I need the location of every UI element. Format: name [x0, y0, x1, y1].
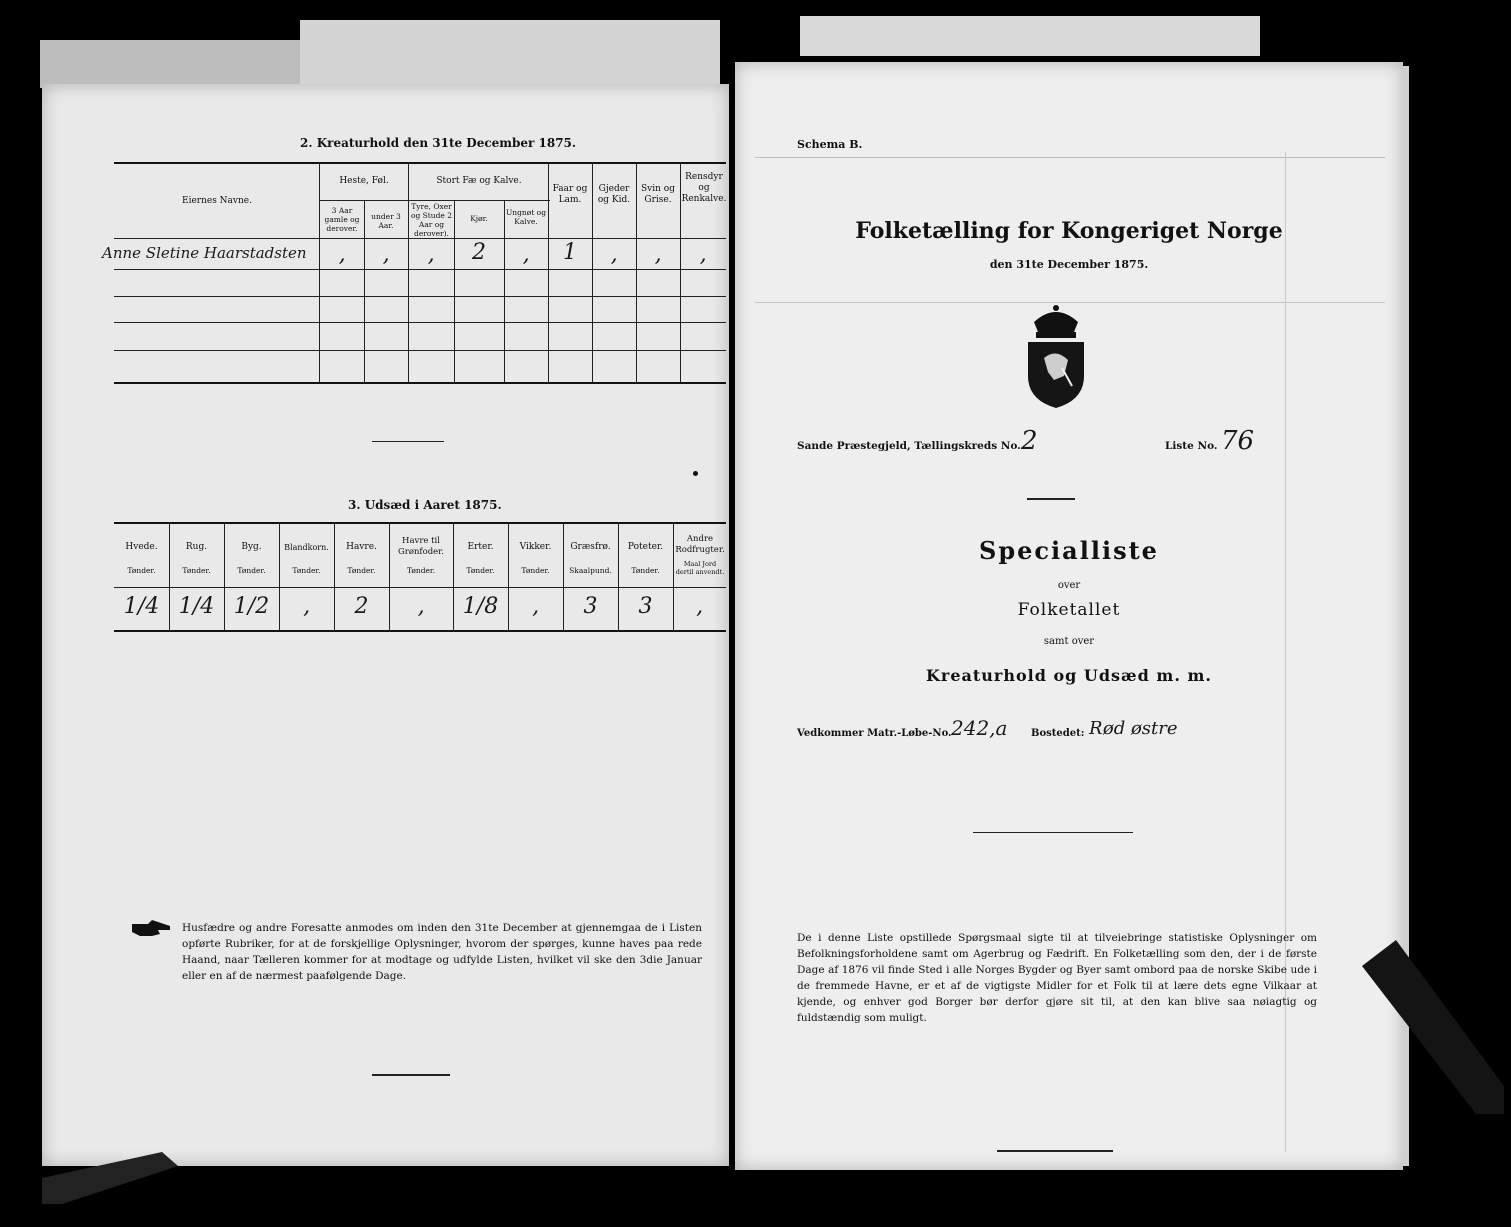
pigs-column-header: Svin og Grise. [641, 184, 675, 205]
owner-name-entry: Anne Sletine Haarstadsten [102, 244, 307, 262]
owner-column-header: Eiernes Navne. [182, 196, 252, 206]
table-rule [114, 162, 726, 164]
document-date: den 31te December 1875. [989, 258, 1149, 271]
seed-value: ‚ [303, 594, 310, 619]
seed-section-title: 3. Udsæd i Aaret 1875. [348, 498, 502, 512]
bosted-label: Bostedet: [1031, 728, 1085, 739]
householder-note: Husfædre og andre Foresatte anmodes om inden den 31te December at gjennemgaa de i Listen opførte Rubriker, for at de forskjellige Oplysninger, hvorom der spørges, kunne haves paa rede Haand, naar Tælleren kommer for at modtage og udfylde Listen, hvilket vil ske den 3die Januar eller en af de nærmest paafølgende Dage. [182, 922, 702, 982]
clip-shadow [42, 1148, 182, 1208]
seed-header-gronfoder: Havre til Grønfoder. [397, 536, 444, 557]
samt-over-text: samt over [1043, 636, 1095, 647]
seed-value: ‚ [532, 594, 539, 619]
seed-unit: Tønder. [347, 566, 376, 575]
background-paper-scrap [300, 20, 720, 90]
seed-header-graesfro: Græsfrø. [570, 542, 611, 552]
table-rule [114, 587, 726, 588]
seed-header-havre: Havre. [346, 542, 377, 552]
goats-column-header: Gjeder og Kid. [597, 184, 631, 205]
seed-value: 1/2 [233, 594, 270, 619]
livestock-value: ‚ [699, 242, 707, 267]
livestock-section-title: 2. Kreaturhold den 31te December 1875. [300, 136, 577, 150]
seed-value: 3 [638, 594, 653, 619]
district-number: 2 [1021, 426, 1038, 456]
table-column-rule [504, 200, 505, 382]
seed-header-rug: Rug. [185, 542, 208, 552]
livestock-value: 1 [563, 240, 577, 265]
seed-value: 1/8 [462, 594, 499, 619]
seed-unit: Tønder. [631, 566, 660, 575]
seed-unit: Tønder. [127, 566, 156, 575]
table-rule [114, 382, 726, 384]
document-title: Folketælling for Kongeriget Norge [855, 218, 1283, 244]
seed-value: 2 [354, 594, 369, 619]
schema-label: Schema B. [797, 138, 863, 151]
pointing-hand-icon [130, 918, 172, 940]
horses-sub-header: 3 Aar gamle og derover. [324, 206, 360, 233]
livestock-value: ‚ [654, 242, 662, 267]
livestock-value: ‚ [522, 242, 530, 267]
table-rule [114, 238, 726, 239]
livestock-value: ‚ [427, 242, 435, 267]
seed-header-hvede: Hvede. [125, 542, 158, 552]
seed-header-poteter: Poteter. [627, 542, 664, 552]
seed-value: ‚ [417, 594, 425, 619]
seed-header-erter: Erter. [467, 542, 494, 552]
livestock-value: ‚ [338, 242, 346, 267]
coat-of-arms-icon [1020, 302, 1092, 410]
table-column-rule [408, 162, 409, 382]
seed-value: 1/4 [178, 594, 215, 619]
separator-rule [973, 832, 1133, 833]
separator-rule [997, 1150, 1113, 1152]
horses-sub-header: under 3 Aar. [371, 212, 401, 230]
separator-rule [1027, 498, 1075, 500]
kreaturhold-text: Kreaturhold og Udsæd m. m. [926, 666, 1212, 685]
list-label: Liste No. [1165, 440, 1218, 452]
seed-value: 3 [583, 594, 598, 619]
table-rule [320, 200, 550, 201]
matr-number: 242,a [951, 716, 1008, 740]
seed-unit: Tønder. [182, 566, 211, 575]
livestock-value: 2 [472, 240, 486, 265]
separator-rule [372, 1074, 450, 1076]
seed-unit: Tønder. [406, 566, 436, 575]
matr-label: Vedkommer Matr.-Løbe-No. [797, 728, 952, 739]
left-page [42, 84, 729, 1166]
right-page [735, 62, 1403, 1170]
seed-unit: Tønder. [292, 566, 321, 575]
cattle-sub-header: Ungnøt og Kalve. [505, 208, 546, 226]
horses-column-header: Heste, Føl. [339, 176, 389, 186]
seed-header-rodfrugter: Andre Rodfrugter. [675, 534, 725, 555]
seed-header-blandkorn: Blandkorn. [284, 543, 329, 552]
seed-value: 1/4 [123, 594, 160, 619]
separator-rule [372, 441, 444, 442]
livestock-value: ‚ [382, 242, 390, 267]
purpose-note: De i denne Liste opstillede Spørgsmaal sigte til at tilveiebringe statistiske Oplysninger om Befolkningsforholdene samt om Agerbrug og Fædrift. En Folketælling som den, der i de første Dage af 1876 vil finde Sted i alle Norges Bygder og Byer samt ombord paa de norske Skibe ude i de fremmede Havne, er et af de vigtigste Midler for et Folk til at lære dets egne Vilkaar at kjende, og enhver god Borger bør derfor gjøre sit til, at den kan blive saa nøiagtig og fuldstændig som muligt. [797, 932, 1317, 1024]
folketallet-text: Folketallet [1017, 600, 1121, 620]
table-rule [114, 350, 726, 351]
specialliste-heading: Specialliste [979, 536, 1159, 565]
seed-unit: Skaalpund. [569, 566, 612, 575]
seed-unit: Tønder. [521, 566, 550, 575]
seed-header-vikker: Vikker. [519, 542, 552, 552]
bosted-value: Rød østre [1089, 718, 1178, 739]
seed-unit: Tønder. [237, 566, 266, 575]
seed-value: ‚ [696, 594, 703, 619]
cattle-sub-header: Tyre, Oxer og Stude 2 Aar og derover). [410, 202, 453, 238]
table-rule [114, 269, 726, 270]
seed-unit: Maal Jord dertil anvendt. [675, 560, 725, 576]
livestock-value: ‚ [610, 242, 618, 267]
parish-label: Sande Præstegjeld, Tællingskreds No. [797, 440, 1021, 452]
table-rule [114, 630, 726, 632]
clip-shadow [1356, 936, 1506, 1116]
cattle-column-header: Stort Fæ og Kalve. [436, 176, 522, 186]
cattle-sub-header: Kjør. [470, 214, 488, 223]
sheep-column-header: Faar og Lam. [552, 184, 588, 205]
ink-dot [693, 471, 698, 476]
table-column-rule [319, 162, 320, 382]
table-rule [114, 522, 726, 524]
table-column-rule [454, 200, 455, 382]
seed-unit: Tønder. [466, 566, 495, 575]
show-through-rule [755, 157, 1385, 158]
seed-header-byg: Byg. [241, 542, 262, 552]
over-text: over [1057, 580, 1081, 591]
list-number: 76 [1221, 426, 1255, 456]
reindeer-column-header: Rensdyr og Renkalve. [681, 172, 727, 204]
background-paper-scrap [800, 16, 1260, 56]
table-rule [114, 322, 726, 323]
table-rule [114, 296, 726, 297]
